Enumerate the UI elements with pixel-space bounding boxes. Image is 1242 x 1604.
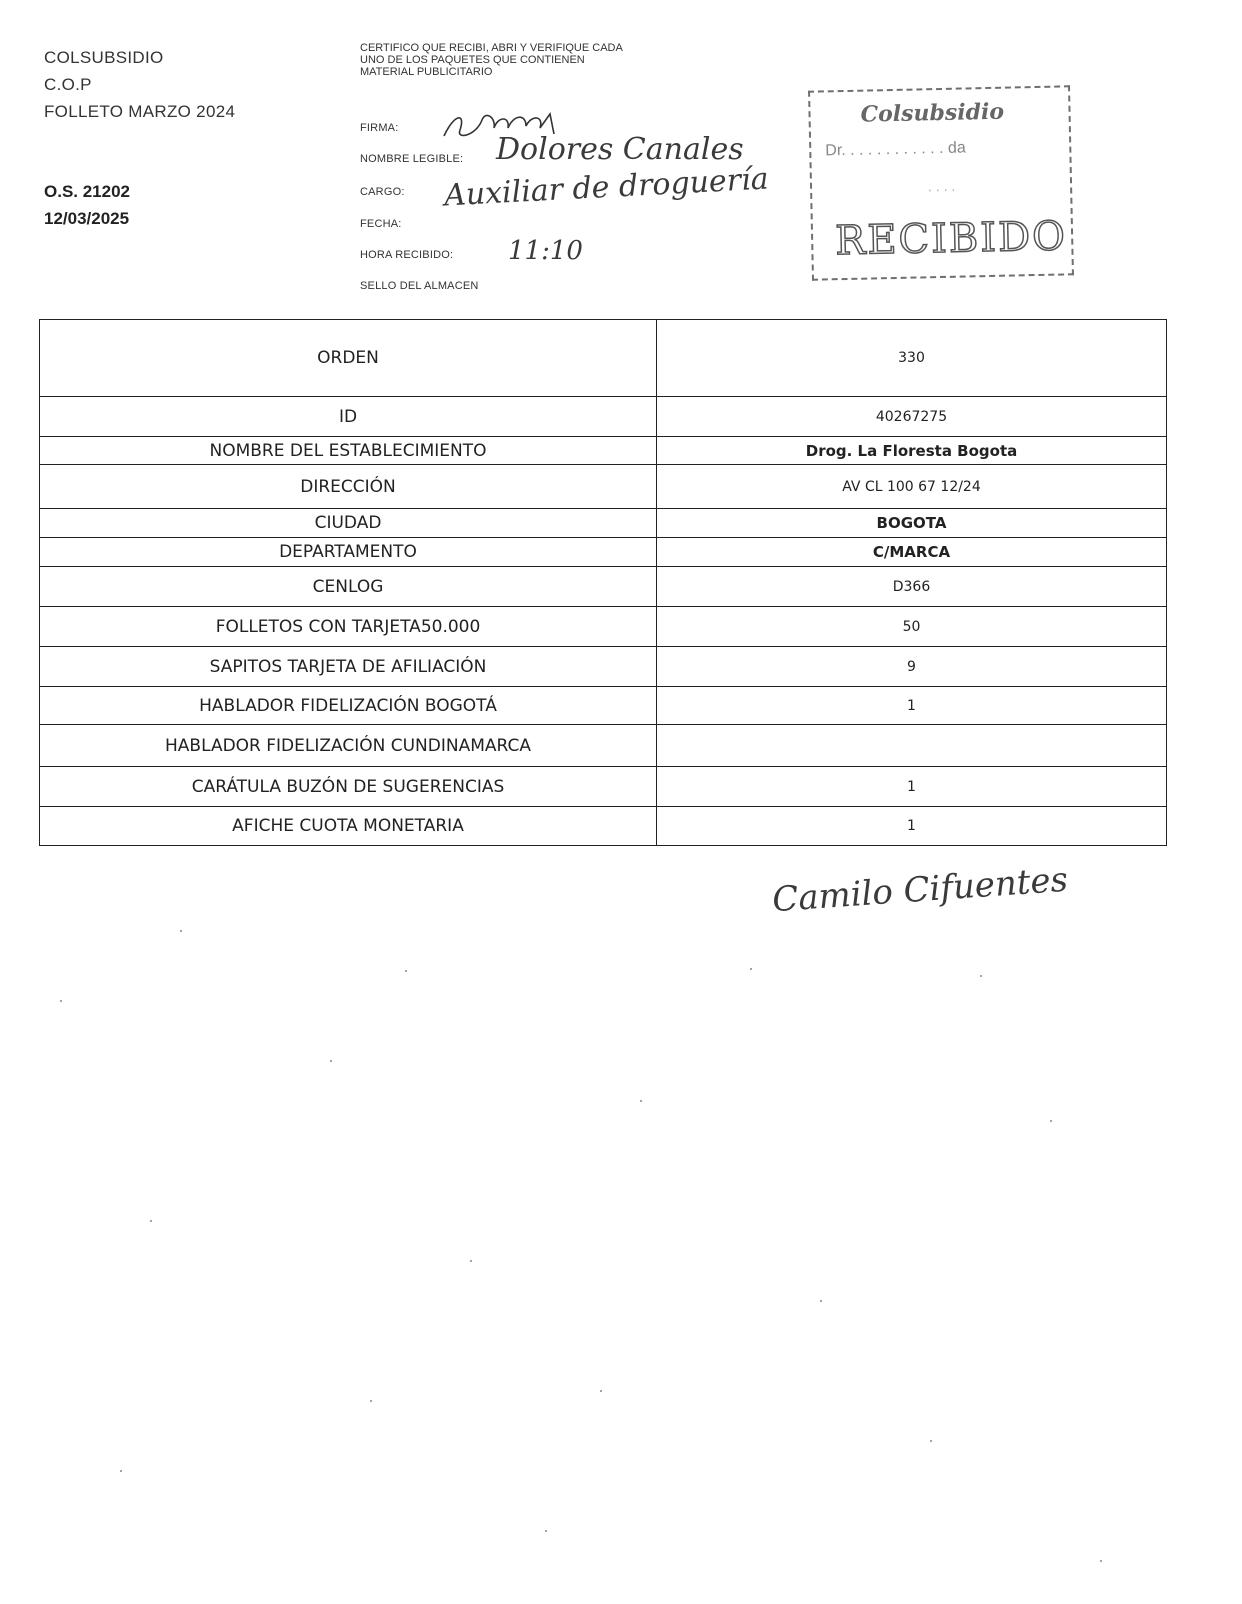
table-row [40, 567, 1167, 607]
row-value [657, 725, 1167, 767]
row-label: SAPITOS TARJETA DE AFILIACIÓN [40, 647, 657, 687]
handwritten-position: Auxiliar de droguería [443, 161, 770, 214]
row-value: C/MARCA [657, 538, 1167, 567]
table-row [40, 437, 1167, 465]
row-label: HABLADOR FIDELIZACIÓN BOGOTÁ [40, 687, 657, 725]
handwritten-time: 11:10 [508, 236, 583, 266]
row-value: 1 [657, 687, 1167, 725]
table-row [40, 509, 1167, 538]
scan-speck [405, 970, 407, 972]
label-nombre: NOMBRE LEGIBLE: [360, 153, 464, 165]
scan-speck [470, 1260, 472, 1262]
row-value: AV CL 100 67 12/24 [657, 465, 1167, 509]
row-label: ID [40, 397, 657, 437]
table-row [40, 687, 1167, 725]
delivery-table [39, 319, 1167, 846]
label-cargo: CARGO: [360, 186, 405, 198]
scan-speck [120, 1470, 122, 1472]
row-label: DIRECCIÓN [40, 465, 657, 509]
scan-speck [150, 1220, 152, 1222]
handwritten-name: Dolores Canales [496, 132, 744, 167]
table-row [40, 397, 1167, 437]
certificate-statement: CERTIFICO QUE RECIBI, ABRI Y VERIFIQUE CADA UNO DE LOS PAQUETES QUE CONTIENEN MATERIAL PUBLICITARIO [360, 42, 623, 78]
row-value: D366 [657, 567, 1167, 607]
row-label: CENLOG [40, 567, 657, 607]
row-label: CARÁTULA BUZÓN DE SUGERENCIAS [40, 767, 657, 807]
stamp-faint-date: . . . . [927, 177, 956, 195]
scan-speck [930, 1440, 932, 1442]
stamp-faint-line: Dr. . . . . . . . . . . . da [825, 139, 966, 160]
row-label: HABLADOR FIDELIZACIÓN CUNDINAMARCA [40, 725, 657, 767]
scan-speck [750, 968, 752, 970]
row-label: DEPARTAMENTO [40, 538, 657, 567]
stamp-brand: Colsubsidio [860, 98, 1005, 128]
company-name: COLSUBSIDIO [44, 48, 164, 67]
table-row [40, 465, 1167, 509]
row-value: 1 [657, 807, 1167, 846]
row-label: NOMBRE DEL ESTABLECIMIENTO [40, 437, 657, 465]
label-firma: FIRMA: [360, 122, 399, 134]
header-company-block [44, 44, 235, 125]
table-row [40, 607, 1167, 647]
company-sub: C.O.P [44, 75, 92, 94]
row-value: 9 [657, 647, 1167, 687]
scan-speck [1050, 1120, 1052, 1122]
row-label: CIUDAD [40, 509, 657, 538]
scan-speck [180, 930, 182, 932]
scan-speck [980, 975, 982, 977]
row-value: Drog. La Floresta Bogota [657, 437, 1167, 465]
stamp-status: RECIBIDO [834, 213, 1068, 265]
row-value: 50 [657, 607, 1167, 647]
row-label: ORDEN [40, 320, 657, 397]
label-fecha: FECHA: [360, 218, 402, 230]
order-service-number: O.S. 21202 [44, 182, 131, 201]
row-value: 40267275 [657, 397, 1167, 437]
row-value: BOGOTA [657, 509, 1167, 538]
label-hora: HORA RECIBIDO: [360, 249, 454, 261]
scan-speck [60, 1000, 62, 1002]
row-label: FOLLETOS CON TARJETA50.000 [40, 607, 657, 647]
scan-speck [600, 1390, 602, 1392]
table-row [40, 725, 1167, 767]
order-service-block [44, 178, 130, 232]
table-row [40, 767, 1167, 807]
scan-speck [330, 1060, 332, 1062]
scan-speck [370, 1400, 372, 1402]
received-stamp [808, 85, 1074, 280]
table-row [40, 647, 1167, 687]
row-value: 1 [657, 767, 1167, 807]
scan-speck [820, 1300, 822, 1302]
footer-handwritten-signature: Camilo Cifuentes [770, 859, 1070, 921]
table-row [40, 807, 1167, 846]
row-label: AFICHE CUOTA MONETARIA [40, 807, 657, 846]
order-date: 12/03/2025 [44, 209, 130, 228]
row-value: 330 [657, 320, 1167, 397]
scan-speck [640, 1100, 642, 1102]
scan-speck [545, 1530, 547, 1532]
label-sello: SELLO DEL ALMACEN [360, 280, 479, 292]
scan-speck [1100, 1560, 1102, 1562]
catalog-name: FOLLETO MARZO 2024 [44, 102, 236, 121]
table-row [40, 320, 1167, 397]
table-row [40, 538, 1167, 567]
